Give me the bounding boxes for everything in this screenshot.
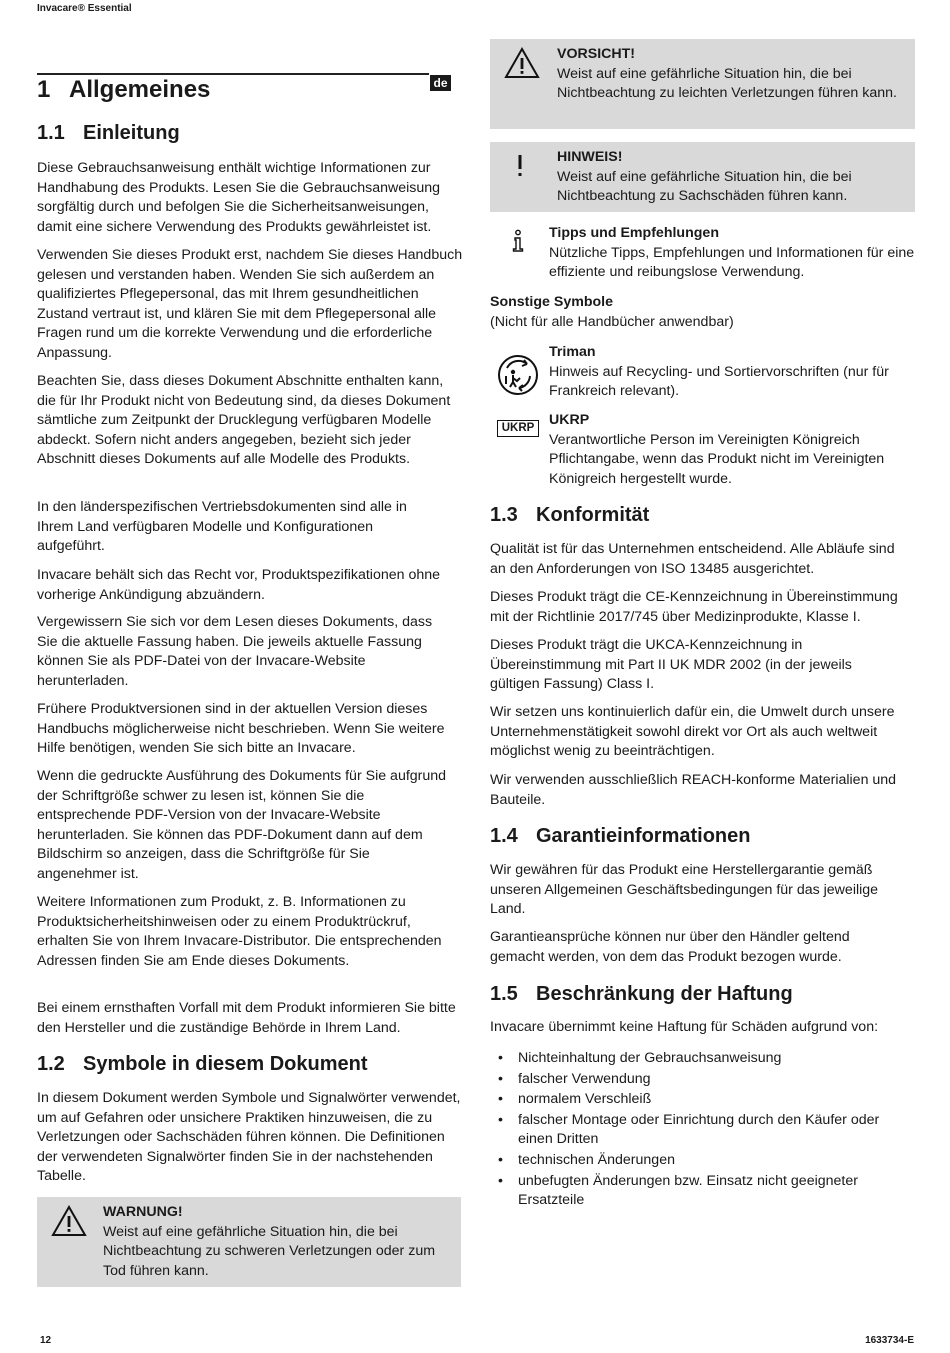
list-item: • falscher Verwendung [490,1070,915,1090]
chapter-rule [37,73,429,75]
page-number: 12 [40,1335,52,1346]
triman-recycling-icon [497,354,539,396]
signal-word: WARNUNG! [103,1204,183,1220]
list-item: • unbefugten Änderungen bzw. Einsatz nicht geeigneter Ersatzteile [490,1172,915,1211]
section-title: Einleitung [83,122,180,144]
liability-list [490,1049,915,1212]
other-symbols-note: (Nicht für alle Handbücher anwendbar) [490,314,734,330]
section-heading-1-3 [490,503,649,527]
document-header-title: Invacare® Essential [37,3,132,14]
paragraph: Invacare behält sich das Recht vor, Produktspezifikationen ohne vorherige Ankündigung abzuändern. [37,567,441,603]
section-number: 1.3 [490,504,518,526]
warning-triangle-icon [51,1205,87,1237]
ukrp-icon: UKRP [497,420,539,437]
section-heading-1-5 [490,982,793,1006]
paragraph: Wir gewähren für das Produkt eine Herstellergarantie gemäß unseren Allgemeinen Geschäftsbedingungen für das jeweilige Land. [490,862,879,918]
notice-box [490,142,915,212]
paragraph: Beachten Sie, dass dieses Dokument Abschnitte enthalten kann, die für Ihr Produkt nicht von Bedeutung sind, da dieses Dokument sämtliche zum Zeitpunkt der Drucklegung verfügbaren Modelle abdeckt. Sofern nicht anders angegeben, bezieht sich jeder Abschnitt dieses Dokuments auf alle Modelle des Produkts. [37,373,451,468]
paragraph: In den länderspezifischen Vertriebsdokumenten sind alle in Ihrem Land verfügbaren Modelle und Konfigurationen aufgeführt. [37,499,407,555]
section-number: 1.5 [490,983,518,1005]
caution-box [490,39,915,129]
paragraph: Diese Gebrauchsanweisung enthält wichtige Informationen zur Handhabung des Produkts. Lesen Sie die Gebrauchsanweisung sorgfältig durch und befolgen Sie die Sicherheitsanweisungen, damit eine sichere Verwendung des Produkts gewährleistet ist. [37,160,441,235]
tips-text: Nützliche Tipps, Empfehlungen und Informationen für eine effiziente und reibungslose Verwendung. [549,244,915,281]
other-symbols-title: Sonstige Symbole [490,294,613,310]
tips-block [549,224,919,283]
paragraph: Invacare übernimmt keine Haftung für Schäden aufgrund von: [490,1019,879,1035]
section-title: Beschränkung der Haftung [536,983,793,1005]
chapter-number: 1 [37,76,51,103]
section-title: Konformität [536,504,650,526]
paragraph: In diesem Dokument werden Symbole und Signalwörter verwendet, um auf Gefahren oder unsichere Praktiken hinzuweisen, die zu Verletzungen oder Sachschäden führen können. Die Definitionen der verwendeten Signalwörter finden Sie in der nachstehenden Tabelle. [37,1090,461,1185]
paragraph: Garantieansprüche können nur über den Händler geltend gemacht werden, von dem das Produkt bezogen wurde. [490,929,850,965]
list-item: • normalem Verschleiß [490,1090,915,1110]
triman-text: Hinweis auf Recycling- und Sortiervorschriften (nur für Frankreich relevant). [549,363,889,400]
section-title: Symbole in diesem Dokument [83,1053,368,1075]
paragraph: Wir setzen uns kontinuierlich dafür ein, die Umwelt durch unsere Unternehmenstätigkeit sowohl direkt vor Ort als auch weltweit möglichst wenig zu beeinträchtigen. [490,704,895,760]
section-heading-1-2 [37,1052,368,1076]
list-item: • falscher Montage oder Einrichtung durch den Käufer oder einen Dritten [490,1111,915,1150]
section-title: Garantieinformationen [536,825,751,847]
paragraph: Verwenden Sie dieses Produkt erst, nachdem Sie dieses Handbuch gelesen und verstanden haben. Wenden Sie sich außerdem an qualifiziertes Pflegepersonal, das mit Ihrem gesundheitlichen Zustand vertraut ist, und klären Sie mit dem Pflegepersonal alle Fragen rund um die korrekte Verwendung und die erforderliche Anpassung. [37,247,463,361]
ukrp-text: Verantwortliche Person im Vereinigten Königreich Pflichtangabe, wenn das Produkt nicht im Vereinigten Königreich hergestellt wurde. [549,431,885,487]
caution-triangle-icon [504,47,540,79]
section-number: 1.4 [490,825,518,847]
ukrp-block [549,411,919,489]
section-heading-1-1 [37,121,180,145]
paragraph: Bei einem ernsthaften Vorfall mit dem Produkt informieren Sie bitte den Hersteller und die zuständige Behörde in Ihrem Land. [37,1000,456,1036]
section-number: 1.1 [37,122,65,144]
triman-block [549,343,919,402]
chapter-title: Allgemeines [69,76,211,103]
triman-title: Triman [549,344,596,360]
signal-description: Weist auf eine gefährliche Situation hin, die bei Nichtbeachtung zu Sachschäden führen kann. [557,168,852,205]
tips-title: Tipps und Empfehlungen [549,225,719,241]
ukrp-title: UKRP [549,412,590,428]
section-heading-1-4 [490,824,750,848]
section-number: 1.2 [37,1053,65,1075]
paragraph: Dieses Produkt trägt die UKCA-Kennzeichnung in Übereinstimmung mit Part II UK MDR 2002 (in der jeweils gültigen Fassung) Class I. [490,637,852,693]
paragraph: Weitere Informationen zum Produkt, z. B. Informationen zu Produktsicherheitshinweisen oder zu einem Produktrückruf, erhalten Sie von Ihrem Invacare-Distributor. Die entsprechenden Adressen finden Sie am Ende dieses Dokuments. [37,894,442,969]
paragraph: Frühere Produktversionen sind in der aktuellen Version dieses Handbuchs möglicherweise nicht beschrieben. Wenn Sie weitere Hilfe benötigen, wenden Sie sich bitte an Invacare. [37,701,445,757]
paragraph: Wenn die gedruckte Ausführung des Dokuments für Sie aufgrund der Schriftgröße schwer zu lesen ist, können Sie die entsprechende PDF-Version von der Invacare-Website herunterladen. Sie können das PDF-Dokument dann auf dem Bildschirm so anzeigen, dass die Schriftgröße für Sie angenehmer ist. [37,768,447,882]
signal-description: Weist auf eine gefährliche Situation hin, die bei Nichtbeachtung zu schweren Verletzungen oder zum Tod führen kann. [103,1223,436,1279]
exclamation-icon [515,154,525,178]
signal-word: VORSICHT! [557,46,636,62]
list-item: • Nichteinhaltung der Gebrauchsanweisung [490,1049,915,1069]
document-number: 1633734-E [865,1335,914,1346]
signal-description: Weist auf eine gefährliche Situation hin, die bei Nichtbeachtung zu leichten Verletzungen führen kann. [557,65,897,102]
list-item: • technischen Änderungen [490,1151,915,1171]
info-tip-icon [510,229,526,253]
paragraph: Dieses Produkt trägt die CE-Kennzeichnung in Übereinstimmung mit der Richtlinie 2017/745 über Medizinprodukte, Klasse I. [490,589,898,625]
language-badge: de [430,75,451,91]
signal-word: HINWEIS! [557,149,623,165]
paragraph: Qualität ist für das Unternehmen entscheidend. Alle Abläufe sind an den Anforderungen von ISO 13485 ausgerichtet. [490,541,895,577]
warning-box [37,1197,461,1287]
paragraph: Vergewissern Sie sich vor dem Lesen dieses Dokuments, dass Sie die aktuelle Fassung haben. Die jeweils aktuelle Fassung können Sie als PDF-Datei von der Invacare-Website herunterladen. [37,614,433,689]
paragraph: Wir verwenden ausschließlich REACH-konforme Materialien und Bauteile. [490,772,897,808]
chapter-heading [37,76,210,104]
